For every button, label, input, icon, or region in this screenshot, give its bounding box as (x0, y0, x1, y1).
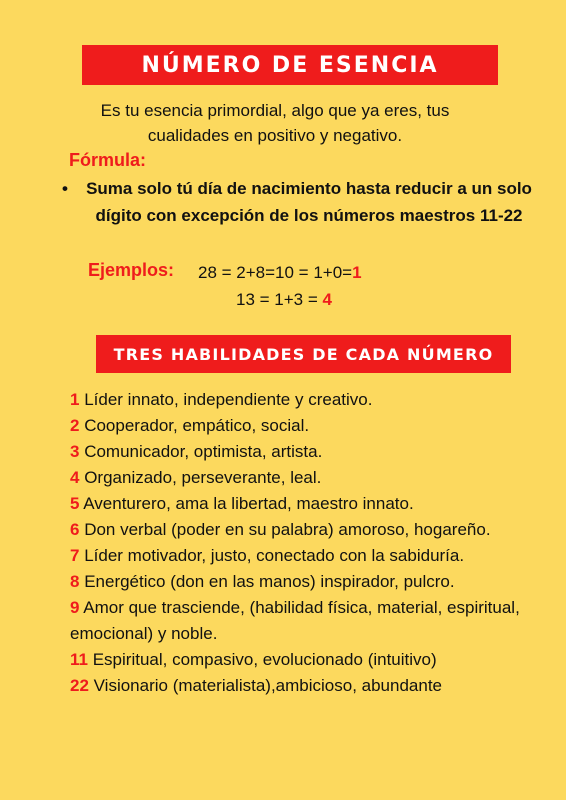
list-item (70, 387, 530, 413)
example-2 (236, 290, 332, 310)
item-number: 3 (70, 442, 80, 461)
item-text: Líder motivador, justo, conectado con la sabiduría. (79, 546, 465, 565)
item-number: 8 (70, 572, 80, 591)
item-number: 6 (70, 520, 80, 539)
item-number: 11 (70, 650, 88, 669)
list-item (70, 595, 530, 647)
item-text: Energético (don en las manos) inspirador, pulcro. (79, 572, 455, 591)
item-text: Organizado, perseverante, leal. (79, 468, 322, 487)
item-text: Cooperador, empático, social. (79, 416, 310, 435)
item-text: Líder innato, independiente y creativo. (79, 390, 373, 409)
example-1-text: 28 = 2+8=10 = 1+0= (198, 263, 353, 282)
item-number: 1 (70, 390, 80, 409)
example-1 (198, 263, 362, 283)
bullet-icon: • (62, 179, 68, 198)
list-item (70, 465, 530, 491)
item-number: 22 (70, 676, 89, 695)
list-item (70, 543, 530, 569)
item-text: Don verbal (poder en su palabra) amoroso, hogareño. (79, 520, 491, 539)
item-number: 4 (70, 468, 80, 487)
item-text: Comunicador, optimista, artista. (79, 442, 323, 461)
section-title: TRES HABILIDADES DE CADA NÚMERO (113, 344, 494, 364)
section-banner (96, 335, 511, 373)
item-text: Espiritual, compasivo, evolucionado (intuitivo) (87, 650, 437, 669)
list-item (70, 673, 530, 699)
list-item (70, 413, 530, 439)
example-2-text: 13 = 1+3 = (236, 290, 323, 309)
intro-text: Es tu esencia primordial, algo que ya eres, tus cualidades en positivo y negativo. (100, 101, 450, 145)
list-item (70, 569, 530, 595)
example-2-result: 4 (322, 290, 332, 309)
list-item (70, 517, 530, 543)
list-item (70, 647, 530, 673)
item-text: Visionario (materialista),ambicioso, abundante (88, 676, 443, 695)
item-number: 7 (70, 546, 80, 565)
example-1-result: 1 (352, 263, 362, 282)
examples-label: Ejemplos: (88, 260, 175, 280)
list-item (70, 491, 530, 517)
item-number: 9 (70, 598, 80, 617)
formula-label: Fórmula: (69, 150, 147, 170)
list-item (70, 439, 530, 465)
item-number: 2 (70, 416, 80, 435)
item-text: Amor que trasciende, (habilidad física, material, espiritual, emocional) y noble. (70, 598, 520, 643)
item-number: 5 (70, 494, 80, 513)
rule-text: Suma solo tú día de nacimiento hasta reducir a un solo dígito con excepción de los números maestros 11-22 (86, 179, 532, 225)
rule-bullet-item (62, 175, 532, 229)
abilities-list (70, 387, 530, 699)
item-text: Aventurero, ama la libertad, maestro innato. (79, 494, 414, 513)
page-title: NÚMERO DE ESENCIA (141, 52, 439, 78)
title-banner (82, 45, 498, 85)
